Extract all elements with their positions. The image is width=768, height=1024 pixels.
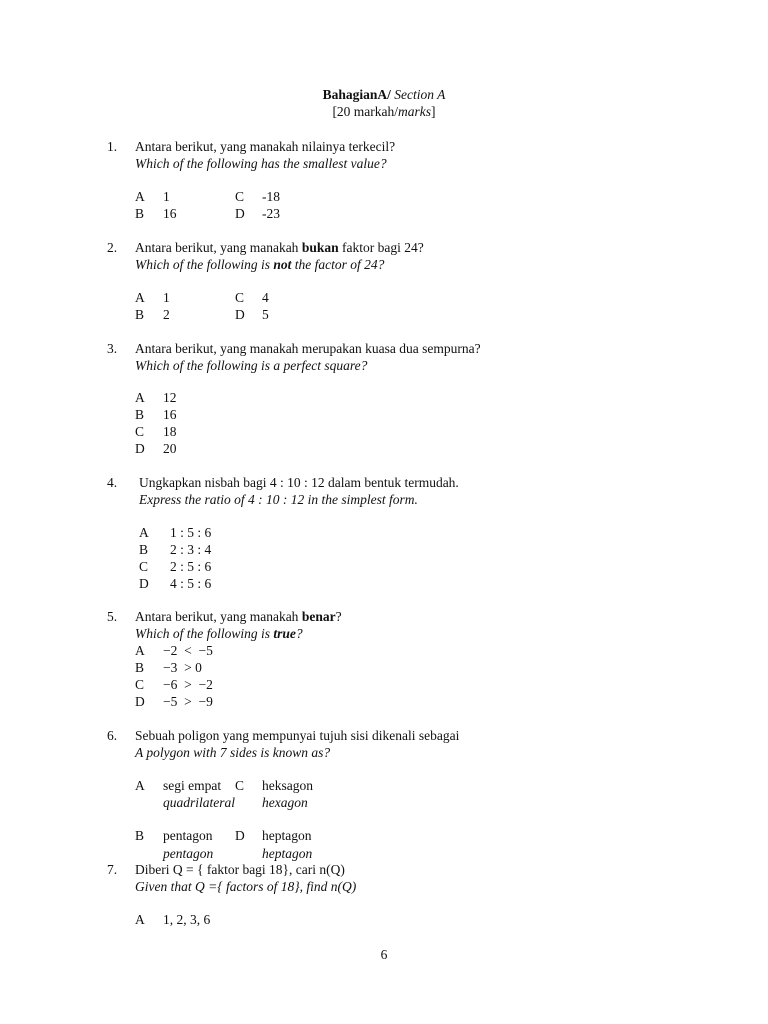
option-letter: C bbox=[235, 189, 245, 204]
option-letter: B bbox=[135, 407, 145, 422]
option-letter: A bbox=[135, 643, 145, 658]
option-text: 2 : 3 : 4 bbox=[170, 542, 212, 557]
option-letter: B bbox=[135, 828, 145, 843]
question-text-english bbox=[135, 625, 303, 642]
option-letter: D bbox=[235, 307, 245, 322]
option-letter: D bbox=[135, 694, 145, 709]
option-letter: D bbox=[135, 441, 145, 456]
option-text: 16 bbox=[163, 206, 177, 221]
marks-suffix: ] bbox=[431, 104, 436, 119]
question-text-english: Which of the following is a perfect square? bbox=[135, 358, 368, 373]
option-letter: D bbox=[235, 828, 245, 843]
question-text-malay bbox=[135, 608, 342, 625]
emphasis: bukan bbox=[301, 240, 339, 255]
option-text: 1 : 5 : 6 bbox=[170, 525, 212, 540]
option-text: 4 : 5 : 6 bbox=[170, 576, 212, 591]
question-number: 2. bbox=[107, 240, 118, 255]
option-text: -18 bbox=[262, 189, 280, 204]
section-title bbox=[0, 86, 768, 103]
question-text-malay: Diberi Q = { faktor bagi 18}, cari n(Q) bbox=[135, 862, 345, 877]
text-part: ? bbox=[335, 609, 342, 624]
option-letter: C bbox=[135, 424, 145, 439]
option-letter: A bbox=[135, 390, 145, 405]
section-marks bbox=[0, 103, 768, 120]
text-part: ? bbox=[295, 626, 303, 641]
option-letter: D bbox=[235, 206, 245, 221]
question-text-malay: Ungkapkan nisbah bagi 4 : 10 : 12 dalam bentuk termudah. bbox=[139, 475, 459, 490]
option-text: -23 bbox=[262, 206, 280, 221]
option-text: 1 bbox=[163, 189, 170, 204]
option-text: 2 bbox=[163, 307, 170, 322]
question-number: 1. bbox=[107, 139, 118, 154]
question-text-malay: Sebuah poligon yang mempunyai tujuh sisi dikenali sebagai bbox=[135, 728, 460, 743]
section-title-malay: BahagianA/ bbox=[322, 87, 391, 102]
question-number: 4. bbox=[107, 475, 118, 490]
text-part: Which of the following is bbox=[135, 257, 274, 272]
option-letter: C bbox=[135, 677, 145, 692]
emphasis: not bbox=[273, 257, 292, 272]
text-part: the factor of 24? bbox=[291, 257, 385, 272]
option-text-english: hexagon bbox=[262, 795, 308, 810]
question-text-english: Given that Q ={ factors of 18}, find n(Q) bbox=[135, 879, 357, 894]
emphasis: benar bbox=[301, 609, 336, 624]
option-text: 1, 2, 3, 6 bbox=[163, 912, 211, 927]
question-number: 7. bbox=[107, 862, 118, 877]
option-letter: B bbox=[139, 542, 149, 557]
option-text-malay: segi empat bbox=[163, 778, 222, 793]
question-text-english: Which of the following has the smallest value? bbox=[135, 156, 387, 171]
option-text-english: heptagon bbox=[262, 846, 313, 861]
emphasis: true bbox=[273, 626, 296, 641]
option-letter: A bbox=[135, 912, 145, 927]
option-text: 2 : 5 : 6 bbox=[170, 559, 212, 574]
option-text: −6 > −2 bbox=[163, 677, 213, 692]
text-part: Antara berikut, yang manakah bbox=[135, 609, 302, 624]
option-letter: B bbox=[135, 307, 145, 322]
section-title-english: Section A bbox=[394, 87, 446, 102]
text-part: Which of the following is bbox=[135, 626, 274, 641]
option-letter: C bbox=[235, 290, 245, 305]
option-letter: A bbox=[135, 778, 145, 793]
option-letter: C bbox=[139, 559, 149, 574]
page-number: 6 bbox=[380, 947, 388, 962]
marks-english: marks bbox=[398, 104, 432, 119]
question-number: 3. bbox=[107, 341, 118, 356]
option-letter: A bbox=[135, 189, 145, 204]
question-text-english bbox=[135, 256, 384, 273]
question-text-malay: Antara berikut, yang manakah merupakan kuasa dua sempurna? bbox=[135, 341, 481, 356]
question-number: 5. bbox=[107, 609, 118, 624]
question-text-malay bbox=[135, 239, 424, 256]
option-letter: B bbox=[135, 206, 145, 221]
option-text-english: pentagon bbox=[163, 846, 214, 861]
option-text: 18 bbox=[163, 424, 177, 439]
question-text-malay: Antara berikut, yang manakah nilainya terkecil? bbox=[135, 139, 396, 154]
option-text-english: quadrilateral bbox=[163, 795, 236, 810]
option-text: 12 bbox=[163, 390, 177, 405]
option-text: 16 bbox=[163, 407, 177, 422]
option-letter: A bbox=[135, 290, 145, 305]
option-letter: D bbox=[139, 576, 149, 591]
option-text: 20 bbox=[163, 441, 177, 456]
question-text-english: Express the ratio of 4 : 10 : 12 in the simplest form. bbox=[139, 492, 418, 507]
question-number: 6. bbox=[107, 728, 118, 743]
option-text-malay: pentagon bbox=[163, 828, 213, 843]
option-text-malay: heptagon bbox=[262, 828, 312, 843]
option-text: 4 bbox=[262, 290, 269, 305]
option-text-malay: heksagon bbox=[262, 778, 313, 793]
marks-prefix: [20 markah/ bbox=[332, 104, 399, 119]
text-part: faktor bagi 24? bbox=[338, 240, 424, 255]
option-text: −2 < −5 bbox=[163, 643, 213, 658]
option-text: 1 bbox=[163, 290, 170, 305]
option-letter: C bbox=[235, 778, 245, 793]
question-text-english: A polygon with 7 sides is known as? bbox=[135, 745, 331, 760]
option-text: −3 > 0 bbox=[163, 660, 202, 675]
option-text: 5 bbox=[262, 307, 269, 322]
option-letter: B bbox=[135, 660, 145, 675]
option-text: −5 > −9 bbox=[163, 694, 213, 709]
option-letter: A bbox=[139, 525, 149, 540]
text-part: Antara berikut, yang manakah bbox=[135, 240, 302, 255]
